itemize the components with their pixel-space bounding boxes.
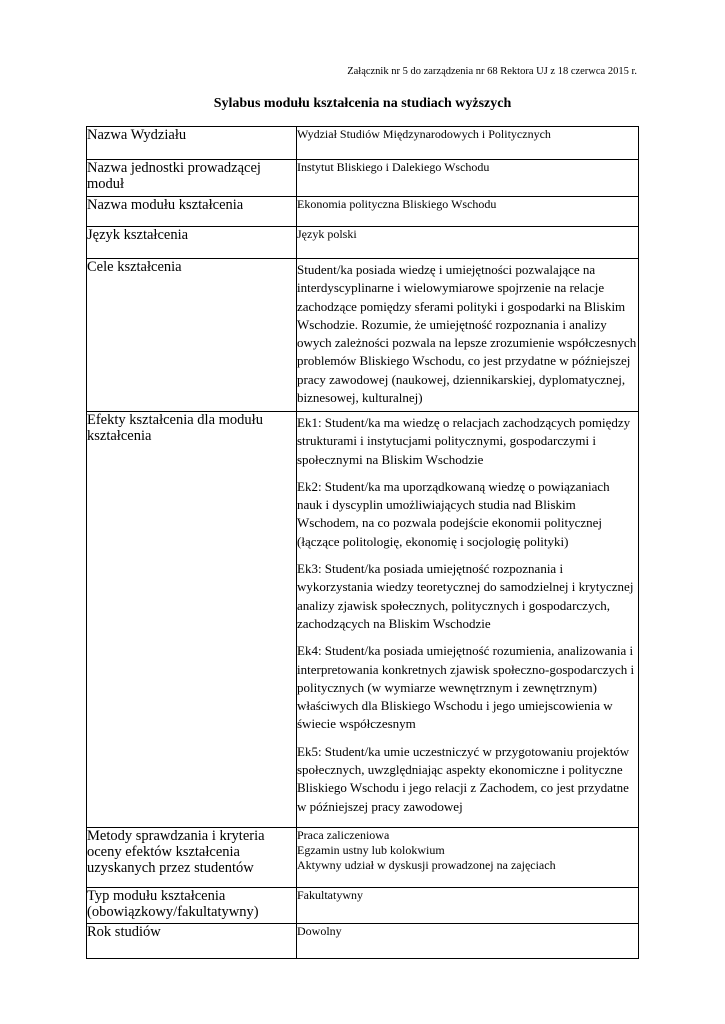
unit-value: Instytut Bliskiego i Dalekiego Wschodu [297,160,639,197]
module-value: Ekonomia polityczna Bliskiego Wschodu [297,197,639,227]
row-faculty [87,127,639,160]
faculty-value: Wydział Studiów Międzynarodowych i Politycznych [297,127,639,160]
method-item: Aktywny udział w dyskusji prowadzonej na zajęciach [297,858,556,872]
row-module [87,197,639,227]
annex-note: Załącznik nr 5 do zarządzenia nr 68 Rektora UJ z 18 czerwca 2015 r. [347,66,637,77]
effects-value [297,412,639,828]
effect-ek5: Ek5: Student/ka umie uczestniczyć w przygotowaniu projektów społecznych, uwzględniając aspekty ekonomiczne i polityczne Bliskiego Wschodu i jego relacji z Zachodem, co jest przydatne w późniejszej pracy zawodowej [297,743,630,814]
methods-value [297,828,639,888]
effect-ek1: Ek1: Student/ka ma wiedzę o relacjach zachodzących pomiędzy strukturami i instytucjami politycznymi, gospodarczymi i społecznymi na Bliskim Wschodzie [297,415,631,467]
effect-ek3: Ek3: Student/ka posiada umiejętność rozpoznania i wykorzystania wiedzy teoretycznej do samodzielnej i krytycznej analizy zjawisk społecznych, politycznych i gospodarczych, zachodzących na Bliskim Wschodzie [297,561,634,631]
year-value: Dowolny [297,924,639,959]
methods-label: Metody sprawdzania i kryteria oceny efektów kształcenia uzyskanych przez studentów [87,828,297,888]
syllabus-table [86,126,639,959]
method-item: Egzamin ustny lub kolokwium [297,843,445,857]
document-title: Sylabus modułu kształcenia na studiach wyższych [213,96,512,111]
row-effects [87,412,639,828]
language-label: Język kształcenia [87,227,297,259]
method-item: Praca zaliczeniowa [297,828,390,842]
row-year [87,924,639,959]
language-value: Język polski [297,227,639,259]
row-language [87,227,639,259]
row-unit [87,160,639,197]
row-goals [87,259,639,412]
row-type [87,888,639,924]
type-value: Fakultatywny [297,888,639,924]
effect-ek4: Ek4: Student/ka posiada umiejętność rozumienia, analizowania i interpretowania konkretnych zjawisk społeczno-gospodarczych i politycznych (w wymiarze wewnętrznym i zewnętrznym) właściwych dla Bliskiego Wschodu i jego umiejscowienia w świecie współczesnym [297,643,635,732]
type-label: Typ modułu kształcenia (obowiązkowy/fakultatywny) [87,888,297,924]
module-label: Nazwa modułu kształcenia [87,197,297,227]
year-label: Rok studiów [87,924,297,959]
unit-label: Nazwa jednostki prowadzącej moduł [87,160,297,197]
effect-ek2: Ek2: Student/ka ma uporządkowaną wiedzę o powiązaniach nauk i dyscyplin umożliwiających studia nad Bliskim Wschodem, na co pozwala podejście ekonomii politycznej (łączące politologię, ekonomię i socjologię polityki) [297,478,610,549]
effects-label: Efekty kształcenia dla modułu kształcenia [87,412,297,828]
goals-label: Cele kształcenia [87,259,297,412]
row-methods [87,828,639,888]
faculty-label: Nazwa Wydziału [87,127,297,160]
goals-value: Student/ka posiada wiedzę i umiejętności pozwalające na interdyscyplinarne i wielowymiarowe spojrzenie na relacje zachodzące pomiędzy sferami polityki i gospodarki na Bliskim Wschodzie. Rozumie, że umiejętność rozpoznania i analizy owych zależności pozwala na lepsze zrozumienie współczesnych problemów Bliskiego Wschodu, co jest przydatne w późniejszej pracy zawodowej (naukowej, dziennikarskiej, dyplomatycznej, biznesowej, kulturalnej) [297,259,639,412]
